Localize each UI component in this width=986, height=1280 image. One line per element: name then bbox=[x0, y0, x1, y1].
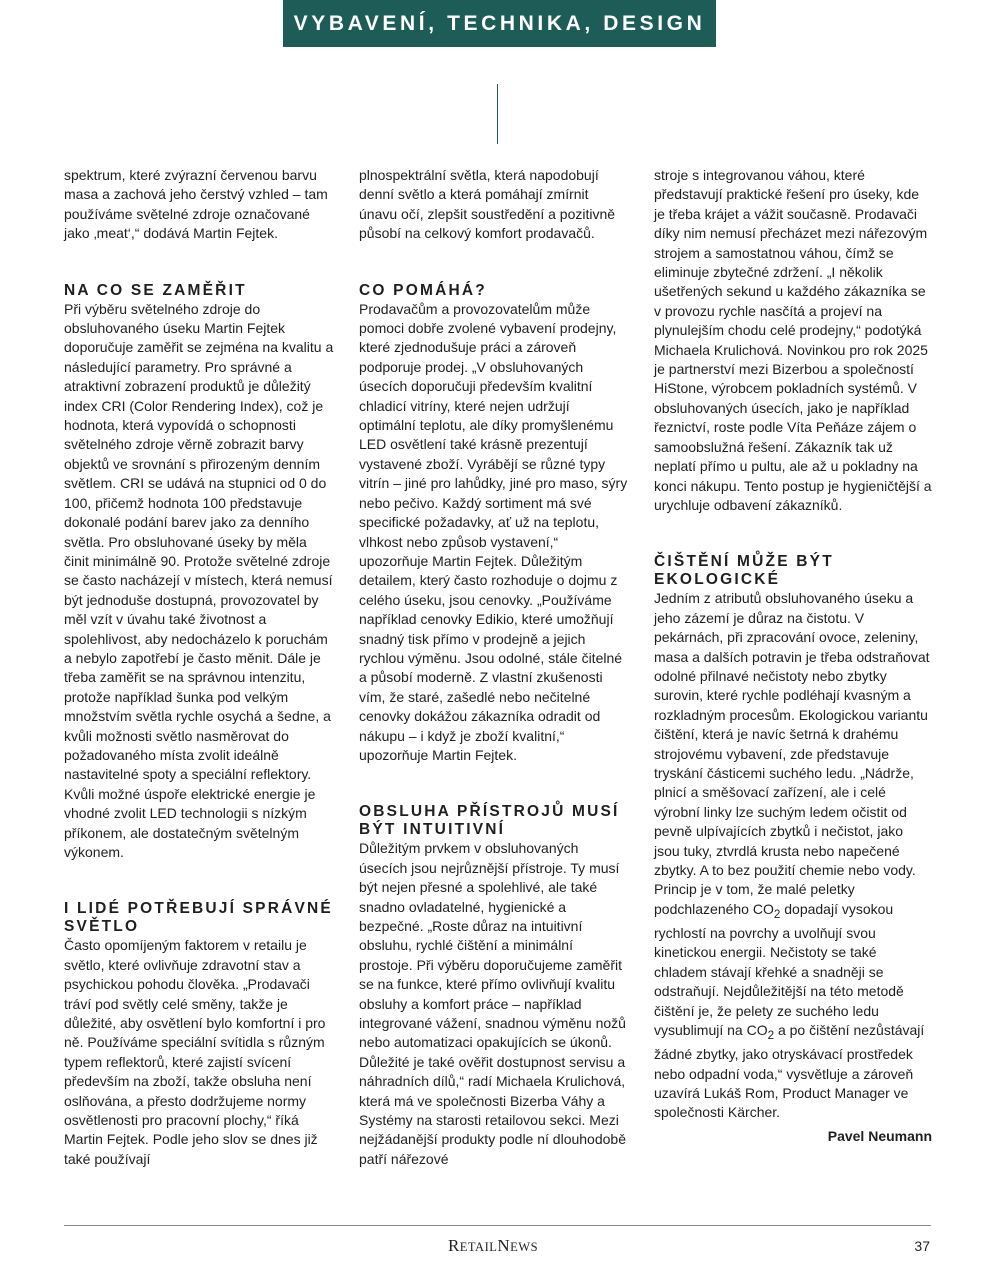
section-heading: I LIDÉ POTŘEBUJÍ SPRÁVNÉ SVĚTLO bbox=[64, 900, 333, 936]
paragraph: Prodavačům a provozovatelům může pomoci dobře zvolené vybavení prodejny, které zjednodušuje práci a zároveň podporuje prodej. „V obsluhovaných úsecích doporučuji především kvalitní chladicí vitríny, které nejen udržují optimální teplotu, ale díky promyšlenému LED osvětlení také krásně prezentují vystavené zboží. Vyrábějí se různé typy vitrín – jiné pro lahůdky, jiné pro maso, sýry nebo pečivo. Každý sortiment má své specifické požadavky, ať už na teplotu, vlhkost nebo způsob vystavení,“ upozorňuje Martin Fejtek. Důležitým detailem, který často rozhoduje o dojmu z celého úseku, jsou cenovky. „Používáme například cenovky Edikio, které umožňují snadný tisk přímo v prodejně a jejich rychlou výměnu. Jsou odolné, stále čitelné a působí moderně. Z vlastní zkušenosti vím, že staré, zašedlé nebo nečitelné cenovky dokážou zákazníka odradit od nákupu – i když je zboží kvalitní,“ upozorňuje Martin Fejtek. bbox=[359, 300, 628, 763]
article-column-1 bbox=[64, 166, 334, 1169]
paragraph: Důležitým prvkem v obsluhovaných úsecích jsou nejrůznější přístroje. Ty musí být nejen přesné a spolehlivé, ale také snadno ovladatelné, hygienické a bezpečné. „Roste důraz na intuitivní obsluhu, rychlé čištění a minimální prostoje. Při výběru doporučujeme zaměřit se na funkce, které přímo ovlivňují kvalitu obsluhy a komfort práce – například integrované vážení, snadnou výměnu nožů nebo automatizaci opakujících se úkonů. Důležité je také ověřit dostupnost servisu a náhradních dílů,“ radí Michaela Krulichová, která má ve společnosti Bizerba Váhy a Systémy na starosti retailovou sekci. Mezi nejžádanější produkty podle ní dlouhodobě patří nářezové bbox=[359, 840, 626, 1167]
paragraph: plnospektrální světla, která napodobují denní světlo a která pomáhají zmírnit únavu očí, zlepšit soustředění a pozitivně působí na celkový komfort prodavačů. bbox=[359, 167, 616, 242]
paragraph: stroje s integrovanou váhou, které představují praktické řešení pro úseky, kde je třeba krájet a vážit současně. Prodavači díky nim nemusí přecházet mezi nářezovým strojem a samostatnou váhou, čímž se eliminuje zbytečné zdržení. „I několik ušetřených sekund u každého zákazníka se v provozu rychle nasčítá a projeví na plynulejším chodu celé prodejny,“ podotýká Michaela Krulichová. Novinkou pro rok 2025 je partnerství mezi Bizerbou a společností HiStone, výrobcem pokladních systémů. V obsluhovaných úsecích, jako je například řeznictví, roste podle Víta Peňáze zájem o samoobslužná řešení. Zákazník tak už neplatí přímo u pultu, ale až u pokladny na konci nákupu. Tento postup je hygieničtější a urychluje odbavení zákazníků. bbox=[654, 167, 932, 513]
footer-divider bbox=[64, 1225, 931, 1226]
paragraph: Často opomíjeným faktorem v retailu je světlo, které ovlivňuje zdravotní stav a psychickou pohodu člověka. „Prodavači tráví pod světly celé směny, takže je důležité, aby osvětlení bylo komfortní i pro ně. Používáme speciální svítidla s různým typem reflektorů, které zajistí svícení především na zboží, takže obsluha není oslňována, a přesto dodržujeme normy osvětlenosti pro pracovní plochy,“ říká Martin Fejtek. Podle jeho slov se dnes již také používají bbox=[64, 937, 326, 1167]
text-run: a po čištění nezůstávají žádné zbytky, jako otryskávací prostředek nebo odpadní voda,“ vysvětluje a zároveň uzavírá Lukáš Rom, Product Manager ve společnosti Kärcher. bbox=[654, 1022, 925, 1121]
section-heading: ČIŠTĚNÍ MŮŽE BÝT EKOLOGICKÉ bbox=[654, 553, 834, 589]
logo-letter: N bbox=[497, 1236, 511, 1255]
section-heading: OBSLUHA PŘÍSTROJŮ MUSÍ BÝT INTUITIVNÍ bbox=[359, 803, 620, 839]
publication-logo bbox=[0, 1236, 986, 1256]
article-column-2 bbox=[359, 166, 629, 1169]
logo-letters: EWS bbox=[510, 1240, 539, 1254]
decorative-divider bbox=[497, 84, 498, 144]
subscript: 2 bbox=[773, 907, 781, 921]
text-run: Jedním z atributů obsluhovaného úseku a jeho zázemí je důraz na čistotu. V pekárnách, při zpracování ovoce, zeleniny, masa a dalších potravin je třeba odstraňovat odolné přilnavé nečistoty nebo zbytky surovin, které rychle podléhají kvasným a rozkladným procesům. Ekologickou variantu čištění, která je navíc šetrná k drahému strojovému vybavení, zde představuje tryskání částicemi suchého ledu. „Nádrže, plnicí a směšovací zařízení, ale i celé výrobní linky lze suchým ledem očistit od pevně ulpívajících zbytků i nečistot, jako jsou tuky, ztvrdlá krusta nebo napečené zbytky. A to bez použití chemie nebo vody. Princip je v tom, že malé peletky podchlazeného CO bbox=[654, 590, 930, 917]
paragraph bbox=[654, 589, 932, 1123]
section-banner: VYBAVENÍ, TECHNIKA, DESIGN bbox=[283, 0, 716, 47]
logo-letter: R bbox=[447, 1236, 460, 1255]
subscript: 2 bbox=[767, 1028, 775, 1042]
text-run: dopadají vysokou rychlostí na povrchy a uvolňují svou kinetickou energii. Nečistoty se také chladem stávají křehké a snadněji se odstraňují. Nejdůležitější na této metodě čištění je, že pelety ze suchého ledu vysublimují na CO bbox=[654, 900, 904, 1039]
page-number: 37 bbox=[914, 1238, 930, 1254]
paragraph: Při výběru světelného zdroje do obsluhovaného úseku Martin Fejtek doporučuje zaměřit se zejména na kvalitu a následující parametry. Pro správné a atraktivní zobrazení produktů je důležitý index CRI (Color Rendering Index), což je hodnota, která vypovídá o schopnosti světelného zdroje věrně zobrazit barvy objektů ve srovnání s přirozeným denním světlem. CRI se udává na stupnici od 0 do 100, přičemž hodnota 100 představuje dokonalé podání barev jako za denního světla. Pro obsluhované úseky by měla činit minimálně 90. Protože světelné zdroje se často nacházejí v místech, která nemusí být jednoduše dostupná, provozovatel by měl vzít v úvahu také životnost a spolehlivost, aby nedocházelo k poruchám a nebylo zapotřebí je často měnit. Dále je třeba zaměřit se na správnou intenzitu, protože například šunka pod velkým množstvím světla rychle osychá a šedne, a kvůli možnosti světlo nasměrovat do požadovaného místa zvolit ideálně nastavitelné spoty a speciální reflektory. Kvůli možné úspoře elektrické energie je vhodné zvolit LED technologii s nízkým příkonem, ale dostatečným světelným výkonem. bbox=[64, 300, 334, 860]
article-column-3 bbox=[654, 166, 932, 1146]
section-heading: CO POMÁHÁ? bbox=[359, 281, 487, 299]
logo-letters: ETAIL bbox=[459, 1240, 498, 1254]
author-name: Pavel Neumann bbox=[827, 1127, 932, 1144]
section-heading: NA CO SE ZAMĚŘIT bbox=[64, 281, 247, 299]
paragraph: spektrum, které zvýrazní červenou barvu masa a zachová jeho čerstvý vzhled – tam používáme světelné zdroje označované jako ‚meat‘,“ dodává Martin Fejtek. bbox=[64, 167, 328, 242]
